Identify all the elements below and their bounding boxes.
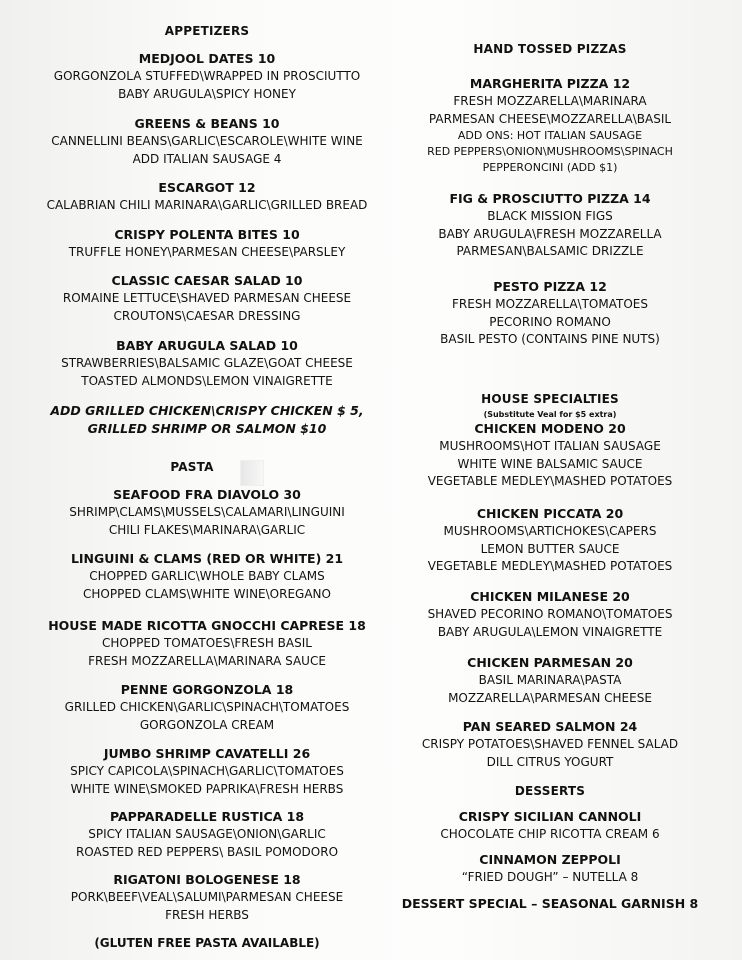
specialties-heading: HOUSE SPECIALTIES (481, 392, 619, 406)
menu-item-shrimp-cavatelli (22, 745, 392, 798)
addon-line: ADD GRILLED CHICKEN\CRISPY CHICKEN $ 5, (50, 403, 364, 418)
dessert-special-text: DESSERT SPECIAL – SEASONAL GARNISH 8 (401, 896, 699, 911)
item-desc: SHRIMP\CLAMS\MUSSELS\CALAMARI\LINGUINI (69, 505, 345, 519)
item-desc: TRUFFLE HONEY\PARMESAN CHEESE\PARSLEY (68, 245, 346, 259)
item-desc: PECORINO ROMANO (489, 314, 611, 329)
item-desc: FRESH MOZZARELLA\TOMATOES (452, 297, 648, 311)
addon-line: RED PEPPERS\ONION\MUSHROOMS\SPINACH (427, 145, 673, 158)
pizzas-heading: HAND TOSSED PIZZAS (473, 42, 627, 56)
scan-artifact (240, 460, 264, 486)
menu-item-chicken-modeno (392, 420, 708, 491)
item-name: CLASSIC CAESAR SALAD 10 (111, 273, 303, 288)
item-name: BABY ARUGULA SALAD 10 (116, 338, 298, 353)
menu-item-fra-diavolo (22, 486, 392, 539)
menu-item-zeppoli (392, 851, 708, 887)
menu-item-margherita (392, 75, 708, 176)
item-desc: WHITE WINE\SMOKED PAPRIKA\FRESH HERBS (70, 781, 344, 796)
item-name: PAN SEARED SALMON 24 (462, 719, 638, 734)
menu-item-cannoli (392, 808, 708, 844)
menu-item-chicken-parmesan (392, 654, 708, 707)
item-name: CINNAMON ZEPPOLI (479, 852, 621, 867)
item-name: MEDJOOL DATES 10 (138, 51, 276, 66)
item-name: CRISPY POLENTA BITES 10 (114, 227, 300, 242)
item-desc: CHOPPED TOMATOES\FRESH BASIL (102, 636, 312, 650)
desserts-heading: DESSERTS (514, 784, 586, 798)
veal-substitute-note (392, 409, 708, 420)
item-desc: “FRIED DOUGH” – NUTELLA 8 (461, 870, 639, 884)
menu-item-penne-gorgonzola (22, 681, 392, 734)
menu-item-greens-beans (22, 115, 392, 168)
item-desc: BABY ARUGULA\LEMON VINAIGRETTE (437, 624, 663, 639)
item-desc: TOASTED ALMONDS\LEMON VINAIGRETTE (81, 373, 333, 388)
item-name: CHICKEN MILANESE 20 (470, 589, 630, 604)
item-desc: GORGONZOLA CREAM (139, 717, 275, 732)
item-desc: BLACK MISSION FIGS (487, 209, 613, 223)
item-desc: WHITE WINE BALSAMIC SAUCE (457, 456, 643, 471)
menu-item-chicken-milanese (392, 588, 708, 641)
menu-item-caesar-salad (22, 272, 392, 325)
item-desc: ROMAINE LETTUCE\SHAVED PARMESAN CHEESE (62, 291, 352, 305)
gluten-free-note (22, 934, 392, 952)
item-name: HOUSE MADE RICOTTA GNOCCHI CAPRESE 18 (48, 618, 366, 633)
item-desc: SPICY ITALIAN SAUSAGE\ONION\GARLIC (88, 827, 326, 841)
menu-item-fig-prosciutto (392, 190, 708, 261)
menu-item-chicken-piccata (392, 505, 708, 576)
item-name: RIGATONI BOLOGENESE 18 (113, 872, 301, 887)
item-desc: SHAVED PECORINO ROMANO\TOMATOES (427, 607, 673, 621)
item-name: CHICKEN PICCATA 20 (476, 506, 624, 521)
menu-item-polenta-bites (22, 226, 392, 262)
item-name: CHICKEN MODENO 20 (474, 421, 626, 436)
item-name: ESCARGOT 12 (158, 180, 256, 195)
menu-item-arugula-salad (22, 337, 392, 390)
gluten-free-text: (GLUTEN FREE PASTA AVAILABLE) (94, 936, 320, 950)
menu-item-pan-seared-salmon (392, 718, 708, 771)
menu-item-linguini-clams (22, 550, 392, 603)
item-name: PAPPARADELLE RUSTICA 18 (109, 809, 305, 824)
item-desc: BABY ARUGULA\SPICY HONEY (118, 86, 296, 101)
item-desc: BASIL MARINARA\PASTA (478, 673, 622, 687)
item-desc: MUSHROOMS\ARTICHOKES\CAPERS (443, 524, 657, 538)
item-desc: MUSHROOMS\HOT ITALIAN SAUSAGE (439, 439, 661, 453)
item-desc: CROUTONS\CAESAR DRESSING (113, 308, 301, 323)
item-desc: PARMESAN\BALSAMIC DRIZZLE (456, 244, 644, 258)
item-name: PESTO PIZZA 12 (493, 279, 607, 294)
menu-item-papparadelle (22, 808, 392, 861)
protein-addon-note (22, 402, 392, 438)
item-desc: FRESH MOZZARELLA\MARINARA (453, 94, 647, 108)
item-desc: LEMON BUTTER SAUCE (480, 541, 620, 556)
appetizers-heading: APPETIZERS (164, 24, 250, 38)
item-desc: GRILLED CHICKEN\GARLIC\SPINACH\TOMATOES (64, 700, 350, 714)
item-name: LINGUINI & CLAMS (RED OR WHITE) 21 (70, 551, 344, 566)
item-desc: ADD ITALIAN SAUSAGE 4 (132, 151, 282, 166)
addon-line: PEPPERONCINI (ADD $1) (482, 161, 618, 174)
item-desc: ROASTED RED PEPPERS\ BASIL POMODORO (75, 844, 339, 859)
note-text: (Substitute Veal for $5 extra) (483, 410, 617, 419)
dessert-special (392, 895, 708, 913)
menu-item-gnocchi-caprese (22, 617, 392, 670)
item-desc: VEGETABLE MEDLEY\MASHED POTATOES (427, 474, 673, 488)
item-desc: BASIL PESTO (CONTAINS PINE NUTS) (440, 332, 660, 346)
addon-line: GRILLED SHRIMP OR SALMON $10 (87, 421, 327, 436)
item-name: CRISPY SICILIAN CANNOLI (458, 809, 642, 824)
item-name: SEAFOOD FRA DIAVOLO 30 (113, 487, 301, 502)
item-desc: CRISPY POTATOES\SHAVED FENNEL SALAD (421, 737, 679, 751)
item-name: CHICKEN PARMESAN 20 (467, 655, 633, 670)
item-desc: VEGETABLE MEDLEY\MASHED POTATOES (427, 559, 673, 573)
item-desc: FRESH MOZZARELLA\MARINARA SAUCE (88, 653, 326, 668)
item-desc: CHOCOLATE CHIP RICOTTA CREAM 6 (440, 827, 660, 841)
menu-item-rigatoni (22, 871, 392, 924)
item-desc: CHOPPED GARLIC\WHOLE BABY CLAMS (89, 569, 325, 583)
item-name: JUMBO SHRIMP CAVATELLI 26 (103, 746, 311, 761)
item-name: MARGHERITA PIZZA 12 (469, 76, 631, 91)
item-name: GREENS & BEANS 10 (134, 116, 280, 131)
item-desc: BABY ARUGULA\FRESH MOZZARELLA (438, 226, 662, 241)
item-name: FIG & PROSCIUTTO PIZZA 14 (449, 191, 651, 206)
item-desc: CHILI FLAKES\MARINARA\GARLIC (108, 522, 306, 537)
item-desc: FRESH HERBS (165, 907, 249, 922)
item-desc: SPICY CAPICOLA\SPINACH\GARLIC\TOMATOES (70, 764, 344, 778)
item-desc: CALABRIAN CHILI MARINARA\GARLIC\GRILLED BREAD (46, 198, 368, 212)
item-desc: STRAWBERRIES\BALSAMIC GLAZE\GOAT CHEESE (61, 356, 353, 370)
addon-line: ADD ONS: HOT ITALIAN SAUSAGE (457, 129, 643, 142)
menu-item-escargot (22, 179, 392, 215)
menu-item-pesto-pizza (392, 278, 708, 349)
menu-item-medjool-dates (22, 50, 392, 103)
item-desc: CHOPPED CLAMS\WHITE WINE\OREGANO (83, 586, 331, 601)
item-desc: PORK\BEEF\VEAL\SALUMI\PARMESAN CHEESE (70, 890, 344, 904)
item-name: PENNE GORGONZOLA 18 (120, 682, 294, 697)
item-desc: CANNELLINI BEANS\GARLIC\ESCAROLE\WHITE WINE (51, 134, 363, 148)
pasta-heading: PASTA (170, 460, 214, 474)
item-desc: DILL CITRUS YOGURT (486, 754, 614, 769)
item-desc: PARMESAN CHEESE\MOZZARELLA\BASIL (428, 111, 672, 126)
item-desc: GORGONZOLA STUFFED\WRAPPED IN PROSCIUTTO (53, 69, 361, 83)
item-desc: MOZZARELLA\PARMESAN CHEESE (448, 690, 652, 705)
